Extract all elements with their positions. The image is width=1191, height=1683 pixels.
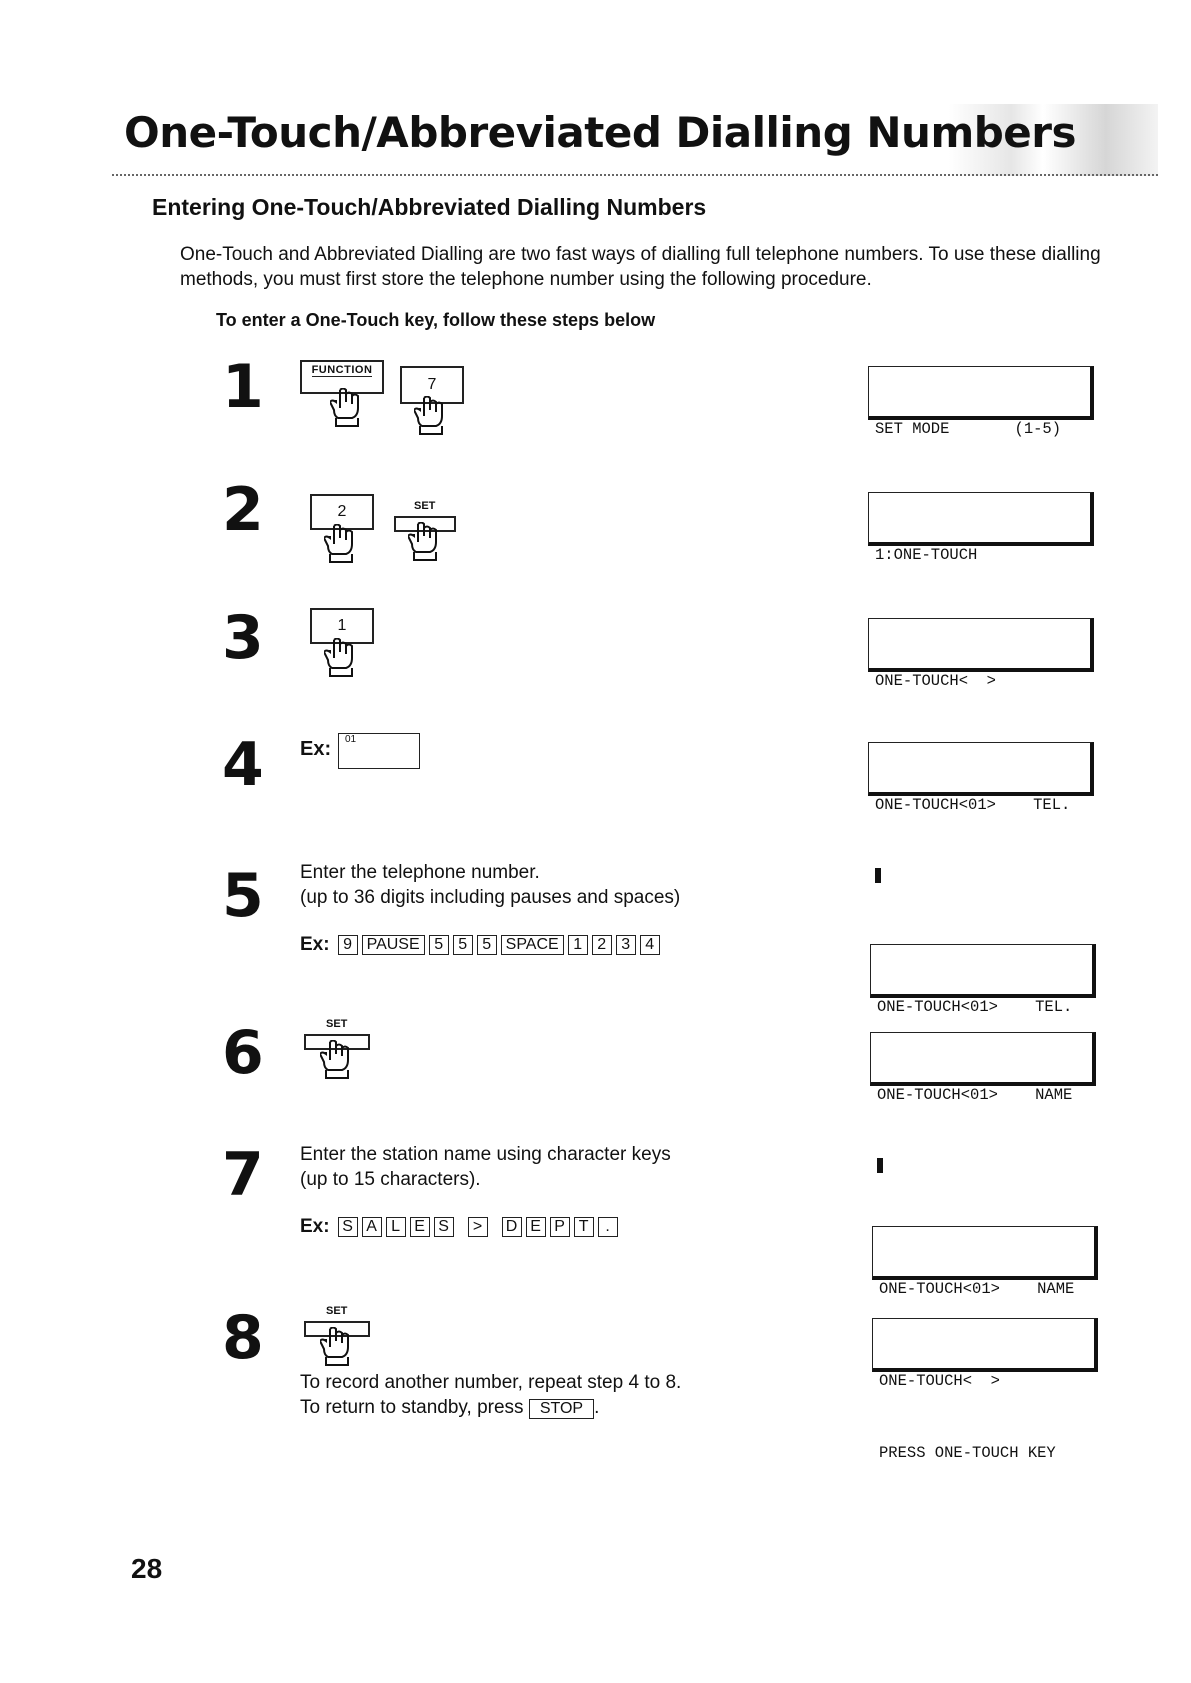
lcd-display: [868, 366, 1094, 438]
step-text-line: (up to 36 digits including pauses and spaces): [300, 887, 681, 908]
lcd-display: [868, 742, 1094, 814]
example-key: T: [574, 1217, 594, 1237]
intro-line: One-Touch and Abbreviated Dialling are two fast ways of dialling full telephone numbers. To use these dialling: [180, 244, 1101, 265]
example-key: E: [410, 1217, 430, 1237]
example-key: L: [386, 1217, 406, 1237]
example-key: E: [526, 1217, 546, 1237]
lcd-line: SET MODE (1-5): [875, 420, 1062, 438]
set-key-label: SET: [414, 500, 436, 512]
function-key-icon: [300, 360, 390, 436]
step-text-line: Enter the telephone number.: [300, 862, 540, 883]
lcd-display: [868, 618, 1094, 690]
step-number: 7: [222, 1140, 264, 1210]
lcd-display: [872, 1226, 1098, 1298]
step-number: 6: [222, 1018, 264, 1088]
procedure-heading: To enter a One-Touch key, follow these steps below: [216, 310, 656, 330]
set-key-label: SET: [326, 1305, 348, 1317]
intro-line: methods, you must first store the telephone number using the following procedure.: [180, 269, 872, 290]
key-7-icon: [400, 366, 470, 440]
step-7-example: [300, 1216, 618, 1238]
lcd-line: ONE-TOUCH<01> TEL.: [875, 796, 1071, 814]
step-number: 5: [222, 861, 264, 931]
set-key-label: SET: [326, 1018, 348, 1030]
example-key: 5: [429, 935, 449, 955]
hand-press-icon: [408, 522, 442, 564]
example-key: S: [434, 1217, 454, 1237]
lcd-display: [872, 1318, 1098, 1462]
lcd-line: 1:ONE-TOUCH: [875, 546, 978, 564]
lcd-line: [875, 865, 1084, 889]
example-key: 3: [616, 935, 636, 955]
hand-press-icon: [320, 1327, 354, 1369]
example-key: 2: [592, 935, 612, 955]
key-7-keycap: 7: [400, 366, 464, 404]
example-key: SPACE: [501, 935, 564, 955]
lcd-line: ONE-TOUCH<01> TEL.: [877, 998, 1073, 1016]
example-key: D: [502, 1217, 522, 1237]
step-number: 2: [222, 475, 264, 545]
hand-press-icon: [324, 524, 358, 566]
lcd-cursor: [877, 1158, 883, 1173]
step-5-text: [300, 860, 680, 910]
example-key: 5: [453, 935, 473, 955]
stop-key: STOP: [529, 1399, 594, 1419]
step-text-line: To return to standby, press STOP .: [300, 1397, 600, 1418]
key-2-icon: [310, 494, 380, 568]
lcd-display: [870, 1032, 1096, 1104]
intro-paragraph: [180, 242, 1140, 292]
one-touch-key-number: 01: [345, 734, 357, 745]
hand-press-icon: [320, 1040, 354, 1082]
section-subtitle: Entering One-Touch/Abbreviated Dialling Numbers: [152, 194, 707, 220]
hand-press-icon: [414, 396, 448, 438]
lcd-cursor: [875, 868, 881, 883]
lcd-display: [870, 944, 1096, 1016]
page-number: 28: [131, 1553, 163, 1584]
step-number: 1: [222, 352, 264, 422]
step-8-text: [300, 1370, 681, 1420]
example-label: Ex:: [300, 1216, 330, 1237]
example-key: 9: [338, 935, 358, 955]
example-key: P: [550, 1217, 570, 1237]
key-2-keycap: 2: [310, 494, 374, 530]
function-key-label: FUNCTION: [311, 364, 373, 376]
set-key-icon: [304, 1018, 374, 1086]
example-label: Ex:: [300, 738, 332, 760]
standby-text: To return to standby, press: [300, 1397, 524, 1418]
example-key: S: [338, 1217, 358, 1237]
lcd-line: PRESS ONE-TOUCH KEY: [879, 1444, 1056, 1462]
key-1-icon: [310, 608, 380, 682]
step-text-line: To record another number, repeat step 4 to 8.: [300, 1372, 682, 1393]
step-number: 4: [222, 730, 264, 800]
lcd-line: ONE-TOUCH< >: [875, 672, 996, 690]
example-key: 1: [568, 935, 588, 955]
set-key-icon: [304, 1305, 374, 1371]
example-key: PAUSE: [362, 935, 425, 955]
lcd-display: [868, 492, 1094, 564]
hand-press-icon: [330, 388, 364, 430]
lcd-line: ONE-TOUCH< >: [879, 1372, 1000, 1390]
example-key: >: [468, 1217, 488, 1237]
step-text-line: (up to 15 characters).: [300, 1169, 481, 1190]
page-title: One-Touch/Abbreviated Dialling Numbers: [124, 108, 1076, 157]
step-5-example: [300, 934, 660, 956]
lcd-line: ONE-TOUCH<01> NAME: [879, 1280, 1075, 1298]
example-key: A: [362, 1217, 382, 1237]
example-key: 5: [477, 935, 497, 955]
step-number: 3: [222, 603, 264, 673]
example-key: .: [598, 1217, 618, 1237]
example-key: 4: [640, 935, 660, 955]
step-text-line: Enter the station name using character keys: [300, 1144, 671, 1165]
key-1-keycap: 1: [310, 608, 374, 644]
step-7-text: [300, 1142, 671, 1192]
set-key-icon: [394, 500, 464, 568]
step-number: 8: [222, 1303, 264, 1373]
lcd-line: ONE-TOUCH<01> NAME: [877, 1086, 1073, 1104]
one-touch-key-example: [338, 733, 420, 769]
example-label: Ex:: [300, 934, 330, 955]
hand-press-icon: [324, 638, 358, 680]
lcd-line: [877, 1155, 1086, 1179]
